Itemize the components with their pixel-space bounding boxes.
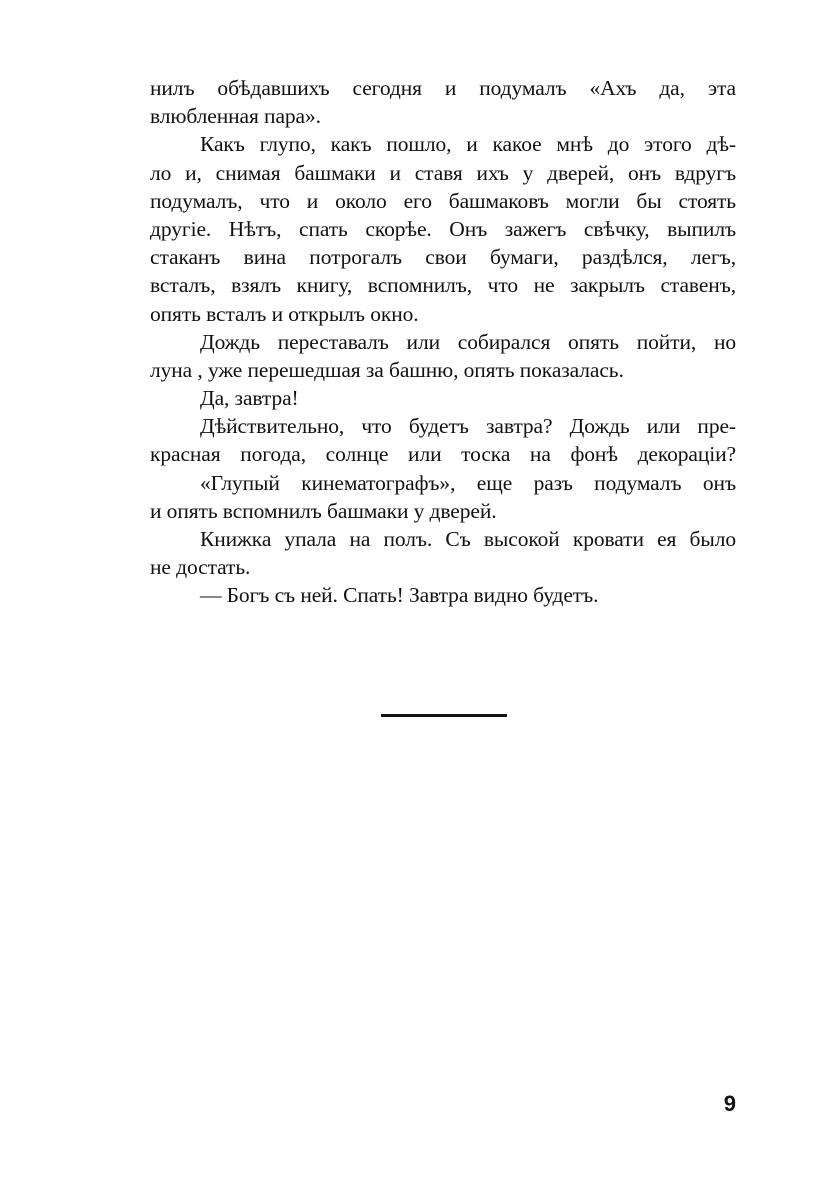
- text-line: другіе. Нѣтъ, спать скорѣе. Онъ зажегъ свѣчку, выпилъ: [150, 216, 736, 241]
- text-line: луна , уже перешедшая за башню, опять показалась.: [150, 357, 624, 382]
- text-line: не достать.: [150, 555, 251, 580]
- text-line: Какъ глупо, какъ пошло, и какое мнѣ до этого дѣ-: [200, 132, 736, 157]
- text-line: нилъ обѣдавшихъ сегодня и подумалъ «Ахъ да, эта: [150, 76, 736, 100]
- text-line: подумалъ, что и около его башмаковъ могли бы стоять: [150, 188, 736, 213]
- text-line: Дождь переставалъ или собирался опять пойти, но: [200, 329, 736, 354]
- text-line: стаканъ вина потрогалъ свои бумаги, раздѣлся, легъ,: [150, 245, 736, 270]
- text-line: ло и, снимая башмаки и ставя ихъ у дверей, онъ вдругъ: [150, 160, 736, 185]
- text-line: Книжка упала на полъ. Съ высокой кровати ея было: [200, 527, 736, 551]
- text-line: опять всталъ и открылъ окно.: [150, 301, 419, 326]
- text-line: и опять вспомнилъ башмаки у дверей.: [150, 498, 497, 523]
- text-line: красная погода, солнце или тоска на фонѣ декораціи?: [150, 442, 736, 467]
- section-divider: [381, 714, 507, 717]
- body-text: [150, 74, 736, 610]
- text-line: всталъ, взялъ книгу, вспомнилъ, что не закрылъ ставенъ,: [150, 273, 736, 298]
- text-line: влюбленная пара».: [150, 104, 321, 129]
- text-line: — Богъ съ ней. Спать! Завтра видно будетъ.: [200, 583, 599, 608]
- page-number: 9: [723, 1091, 736, 1116]
- text-line: «Глупый кинематографъ», еще разъ подумалъ онъ: [200, 470, 736, 495]
- text-line: Да, завтра!: [200, 386, 299, 411]
- text-line: Дѣйствительно, что будетъ завтра? Дождь или пре-: [200, 414, 736, 439]
